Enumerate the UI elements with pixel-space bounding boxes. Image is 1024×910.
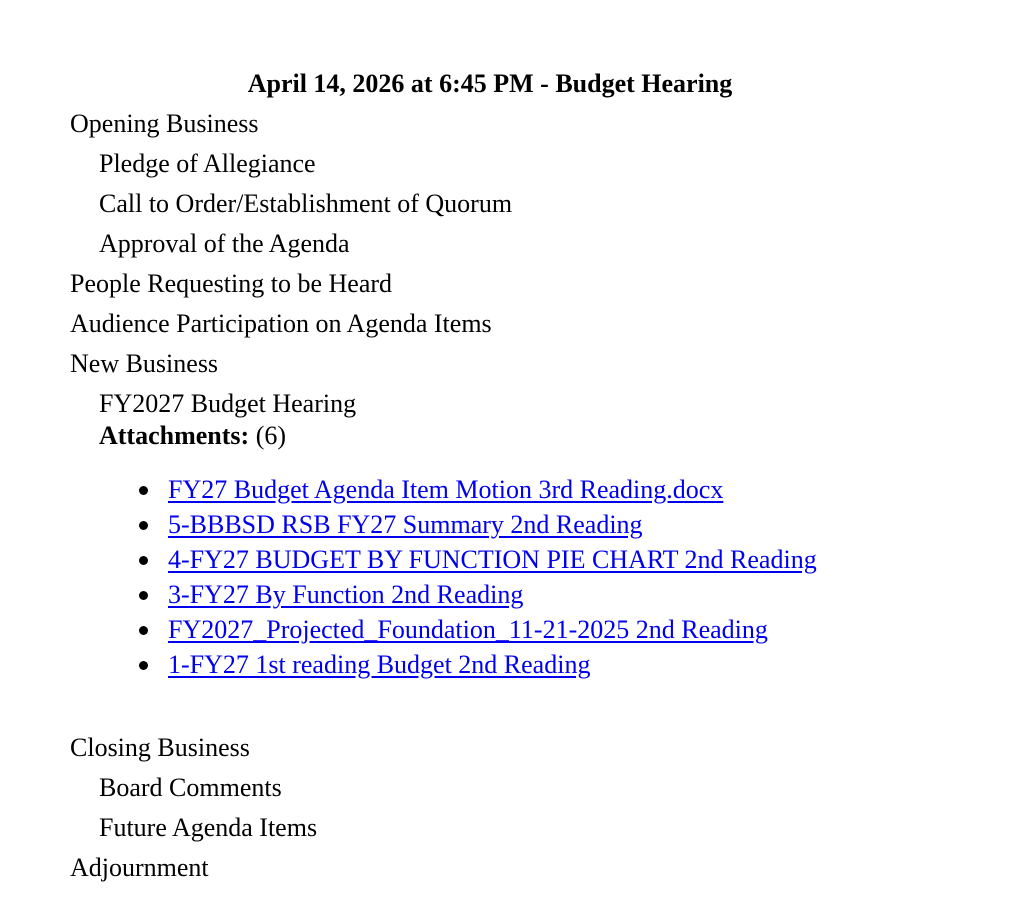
- agenda: [70, 108, 990, 892]
- attachment-link-by-function[interactable]: 3-FY27 By Function 2nd Reading: [168, 580, 524, 609]
- section-closing-business: Closing Business: [70, 733, 250, 762]
- attachments-count: (6): [255, 421, 287, 450]
- meeting-title: April 14, 2026 at 6:45 PM - Budget Hearing: [247, 69, 733, 98]
- attachments-list: [70, 474, 990, 684]
- spacer: [70, 684, 990, 732]
- item-call-to-order: Call to Order/Establishment of Quorum: [99, 189, 513, 218]
- attachments-label: Attachments:: [99, 421, 250, 450]
- attachment-link-motion[interactable]: FY27 Budget Agenda Item Motion 3rd Reading.docx: [168, 475, 724, 504]
- item-fy2027-budget-hearing: FY2027 Budget Hearing: [99, 389, 357, 418]
- attachment-link-pie-chart[interactable]: 4-FY27 BUDGET BY FUNCTION PIE CHART 2nd Reading: [168, 545, 817, 574]
- attachment-item: [162, 544, 990, 579]
- item-pledge-of-allegiance: Pledge of Allegiance: [99, 149, 316, 178]
- attachment-item: [162, 649, 990, 684]
- attachment-item: [162, 579, 990, 614]
- bullet-icon: [139, 626, 148, 635]
- bullet-icon: [139, 521, 148, 530]
- bullet-icon: [139, 591, 148, 600]
- attachments-header: [70, 420, 990, 452]
- item-board-comments: Board Comments: [99, 773, 282, 802]
- item-future-agenda-items: Future Agenda Items: [99, 813, 318, 842]
- section-adjournment: Adjournment: [70, 853, 209, 882]
- attachment-item: [162, 474, 990, 509]
- section-audience-participation: Audience Participation on Agenda Items: [70, 309, 492, 338]
- attachment-link-summary[interactable]: 5-BBBSD RSB FY27 Summary 2nd Reading: [168, 510, 643, 539]
- section-new-business: New Business: [70, 349, 219, 378]
- attachment-item: [162, 509, 990, 544]
- section-people-requesting: People Requesting to be Heard: [70, 269, 393, 298]
- attachment-link-1st-reading[interactable]: 1-FY27 1st reading Budget 2nd Reading: [168, 650, 591, 679]
- attachment-link-projected-foundation[interactable]: FY2027_Projected_Foundation_11-21-2025 2nd Reading: [168, 615, 768, 644]
- bullet-icon: [139, 556, 148, 565]
- bullet-icon: [139, 486, 148, 495]
- attachment-item: [162, 614, 990, 649]
- bullet-icon: [139, 661, 148, 670]
- item-approval-of-agenda: Approval of the Agenda: [99, 229, 350, 258]
- section-opening-business: Opening Business: [70, 109, 259, 138]
